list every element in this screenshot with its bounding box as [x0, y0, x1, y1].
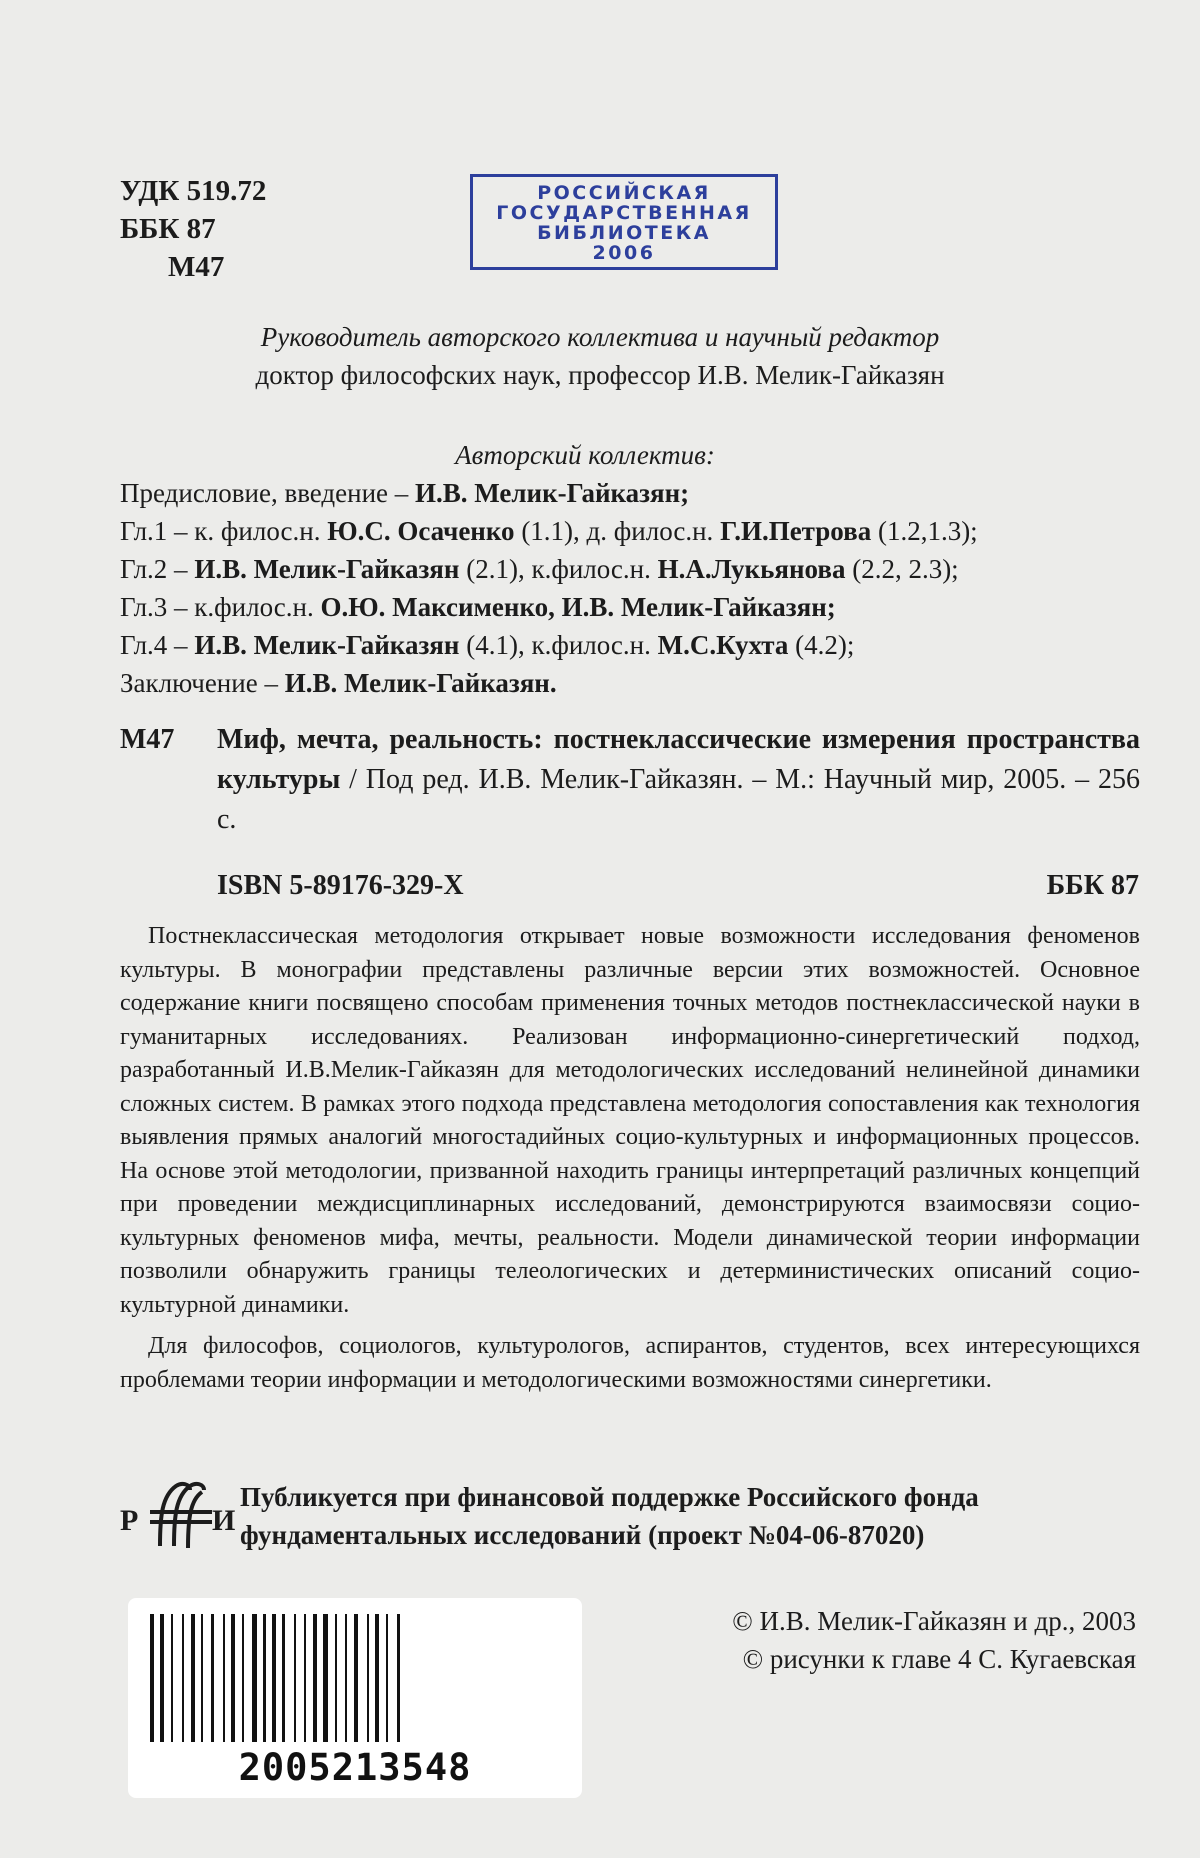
- isbn-row: [217, 870, 1139, 902]
- copyright-line: © И.В. Мелик-Гайказян и др., 2003: [732, 1606, 1136, 1636]
- rffi-logo: [120, 1476, 235, 1556]
- editor-block: [120, 318, 1080, 394]
- bibliographic-record: [120, 720, 1140, 840]
- stamp-line: 2006: [592, 242, 656, 264]
- barcode-bar: [150, 1614, 154, 1742]
- classification-codes: [120, 172, 266, 286]
- author-line-ch4: Гл.4 – И.В. Мелик-Гайказян (4.1), к.филос.н. М.С.Кухта (4.2);: [120, 630, 855, 660]
- barcode-bar: [397, 1614, 400, 1742]
- stamp-line: БИБЛИОТЕКА: [537, 222, 711, 244]
- barcode-bar: [386, 1614, 388, 1742]
- barcode-bar: [282, 1614, 285, 1742]
- authors-heading: Авторский коллектив:: [455, 440, 715, 470]
- barcode-bar: [294, 1614, 296, 1742]
- bbk-code: ББК 87: [120, 213, 216, 245]
- barcode-bar: [335, 1614, 337, 1742]
- funding-block: [120, 1476, 1140, 1558]
- barcode-bar: [211, 1614, 214, 1742]
- barcode-bar: [182, 1614, 184, 1742]
- editor-role: Руководитель авторского коллектива и научный редактор: [260, 322, 940, 352]
- rffi-logo-letter: Р: [120, 1504, 139, 1537]
- stamp-line: ГОСУДАРСТВЕННАЯ: [496, 202, 752, 224]
- barcode-bar: [171, 1614, 173, 1742]
- barcode-bar: [223, 1614, 225, 1742]
- barcode-bar: [231, 1614, 235, 1742]
- udk-code: УДК 519.72: [120, 175, 267, 207]
- annotation: [120, 920, 1140, 1397]
- barcode-bar: [354, 1614, 358, 1742]
- barcode-bar: [304, 1614, 306, 1742]
- author-line-preface: Предисловие, введение – И.В. Мелик-Гайказян;: [120, 478, 690, 508]
- author-line-ch3: Гл.3 – к.филос.н. О.Ю. Максименко, И.В. Мелик-Гайказян;: [120, 592, 836, 622]
- editor-name: доктор философских наук, профессор И.В. Мелик-Гайказян: [255, 360, 945, 390]
- author-line-ch2: Гл.2 – И.В. Мелик-Гайказян (2.1), к.филос.н. Н.А.Лукьянова (2.2, 2.3);: [120, 554, 959, 584]
- barcode-bar: [160, 1614, 164, 1742]
- barcode-bar: [375, 1614, 379, 1742]
- barcode-bar: [242, 1614, 244, 1742]
- stamp-line: РОССИЙСКАЯ: [537, 182, 711, 204]
- annotation-paragraph: Постнеклассическая методология открывает новые возможности исследования феноменов культуры. В монографии представлены различные версии этих возможностей. Основное содержание книги посвящено способам применения точных методов постнеклассической науки в гуманитарных исследованиях. Реализован информационно-синергетический подход, разработанный И.В.Мелик-Гайказян для методологических исследований нелинейной динамики сложных систем. В рамках этого подхода представлена методология сопоставления как технология выявления прямых аналогий многостадийных социо-культурных и информационных процессов. На основе этой методологии, призванной находить границы интерпретаций различных концепций при проведении междисциплинарных исследований, демонстрируются взаимосвязи социо-культурных феноменов мифа, мечты, реальности. Модели динамической теории информации позволили обнаружить границы телеологических и детерминистических описаний социо-культурной динамики.: [120, 923, 1140, 1318]
- barcode-bar: [323, 1614, 328, 1742]
- isbn: ISBN 5-89176-329-X: [217, 870, 464, 901]
- barcode-bar: [252, 1614, 257, 1742]
- barcode-bar: [201, 1614, 203, 1742]
- barcode-bar: [367, 1614, 369, 1742]
- barcode-bar: [263, 1614, 266, 1742]
- author-line-ch1: Гл.1 – к. филос.н. Ю.С. Осаченко (1.1), д. филос.н. Г.И.Петрова (1.2,1.3);: [120, 516, 978, 546]
- book-title: Миф, мечта, реальность: постнеклассические измерения пространства культуры: [217, 724, 1140, 795]
- biblio-description: [217, 720, 1140, 840]
- author-mark: М47: [168, 251, 225, 283]
- author-line-conclusion: Заключение – И.В. Мелик-Гайказян.: [120, 668, 557, 698]
- barcode-bars: [150, 1614, 560, 1742]
- barcode-bar: [345, 1614, 347, 1742]
- library-stamp: [470, 174, 778, 270]
- barcode-number: 2005213548: [238, 1746, 472, 1789]
- barcode-bar: [191, 1614, 195, 1742]
- rffi-logo-letter: И: [212, 1504, 235, 1537]
- biblio-code: М47: [120, 724, 175, 755]
- annotation-paragraph: Для философов, социологов, культурологов, аспирантов, студентов, всех интересующихся проблемами теории информации и методологическими возможностями синергетики.: [120, 1333, 1140, 1393]
- authors-block: [120, 436, 1140, 702]
- barcode: [128, 1598, 582, 1798]
- copyright-block: [640, 1602, 1136, 1678]
- funding-text: Публикуется при финансовой поддержке Российского фонда фундаментальных исследований (проект №04-06-87020): [240, 1482, 979, 1550]
- barcode-bar: [313, 1614, 317, 1742]
- isbn-bbk: ББК 87: [1046, 870, 1139, 901]
- copyright-line: © рисунки к главе 4 С. Кугаевская: [742, 1644, 1136, 1674]
- book-imprint: / Под ред. И.В. Мелик-Гайказян. – М.: Научный мир, 2005. – 256 с.: [217, 764, 1140, 835]
- barcode-bar: [272, 1614, 276, 1742]
